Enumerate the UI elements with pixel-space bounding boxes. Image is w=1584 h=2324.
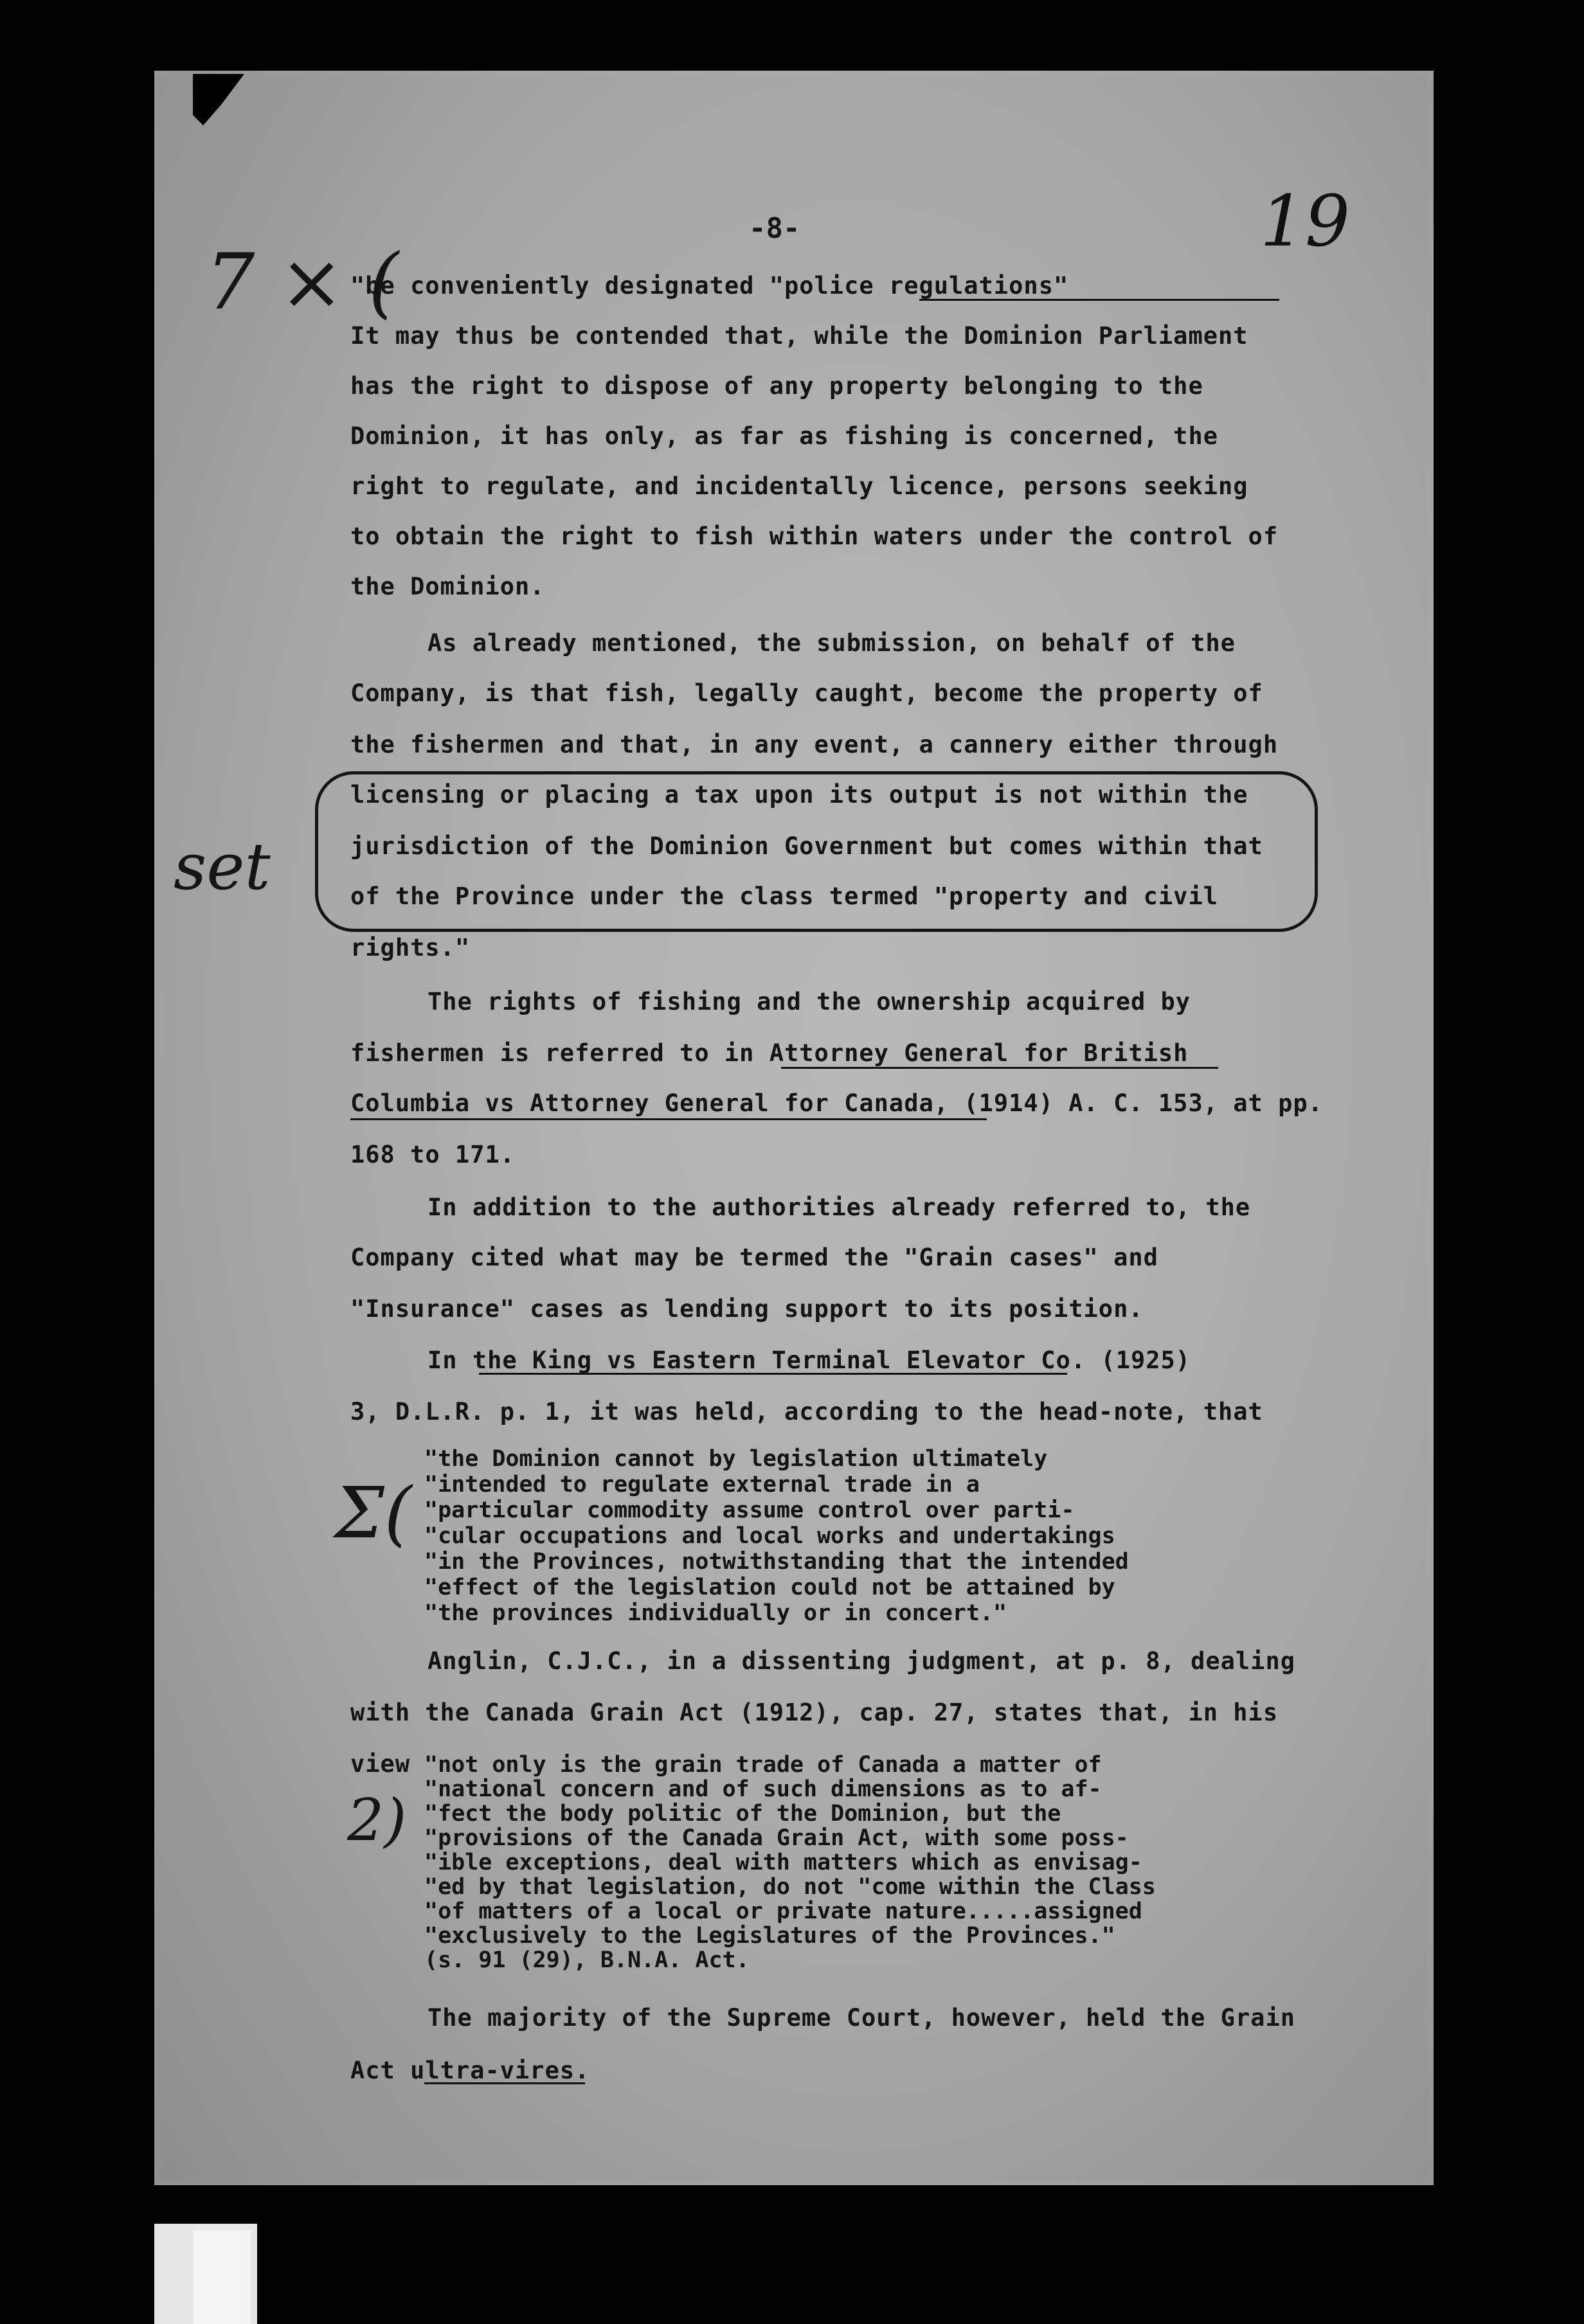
margin-mark-bracket-1: Σ( xyxy=(334,1472,412,1554)
quote-line: "cular occupations and local works and undertakings xyxy=(424,1523,1115,1549)
body-line: licensing or placing a tax upon its output is not within the xyxy=(350,781,1248,809)
body-line: The majority of the Supreme Court, however, held the Grain xyxy=(428,2004,1296,2032)
quote-line: "the provinces individually or in concert." xyxy=(424,1600,1007,1626)
quote-line: "national concern and of such dimensions as to af- xyxy=(424,1776,1102,1802)
body-line: Company cited what may be termed the "Grain cases" and xyxy=(350,1244,1158,1271)
body-line: the fishermen and that, in any event, a cannery either through xyxy=(350,731,1279,758)
quote-line: "particular commodity assume control over parti- xyxy=(424,1497,1075,1523)
body-line: Company, is that fish, legally caught, become the property of xyxy=(350,679,1263,707)
archive-label xyxy=(193,2230,251,2324)
body-line: Anglin, C.J.C., in a dissenting judgment, at p. 8, dealing xyxy=(428,1647,1296,1675)
handwritten-page-number: 19 xyxy=(1260,180,1350,262)
quote-line: "effect of the legislation could not be attained by xyxy=(424,1575,1115,1600)
body-line: The rights of fishing and the ownership acquired by xyxy=(428,988,1191,1015)
quote-line: "provisions of the Canada Grain Act, with some poss- xyxy=(424,1825,1129,1851)
body-line: As already mentioned, the submission, on behalf of the xyxy=(428,629,1236,657)
body-line: Act ultra-vires. xyxy=(350,2057,590,2084)
body-line: fishermen is referred to in Attorney General for British xyxy=(350,1039,1189,1067)
quote-line: "not only is the grain trade of Canada a matter of xyxy=(424,1752,1102,1778)
quote-line: "of matters of a local or private nature.....assigned xyxy=(424,1899,1142,1924)
body-line: the Dominion. xyxy=(350,573,545,600)
quote-line: "ible exceptions, deal with matters which as envisag- xyxy=(424,1850,1142,1875)
quote-line: (s. 91 (29), B.N.A. Act. xyxy=(424,1947,750,1973)
body-line: Columbia vs Attorney General for Canada, (1914) A. C. 153, at pp. xyxy=(350,1089,1323,1117)
body-line: right to regulate, and incidentally licence, persons seeking xyxy=(350,472,1248,500)
margin-mark-top-left: 7 × ( xyxy=(206,238,399,327)
body-line: 3, D.L.R. p. 1, it was held, according to the head-note, that xyxy=(350,1398,1263,1426)
quote-line: "ed by that legislation, do not "come within the Class xyxy=(424,1874,1156,1900)
body-line: view xyxy=(350,1750,411,1778)
body-line: rights." xyxy=(350,934,471,961)
body-line: has the right to dispose of any property belonging to the xyxy=(350,372,1203,400)
quote-line: "exclusively to the Legislatures of the Provinces." xyxy=(424,1923,1115,1949)
body-line: "Insurance" cases as lending support to its position. xyxy=(350,1295,1144,1323)
margin-mark-set: set xyxy=(174,829,271,904)
quote-line: "intended to regulate external trade in a xyxy=(424,1472,980,1497)
body-line: to obtain the right to fish within waters under the control of xyxy=(350,523,1279,550)
quote-line: "the Dominion cannot by legislation ultimately xyxy=(424,1446,1048,1472)
quote-line: "fect the body politic of the Dominion, but the xyxy=(424,1801,1061,1827)
body-line: jurisdiction of the Dominion Government but comes within that xyxy=(350,832,1263,860)
body-line: of the Province under the class termed "property and civil xyxy=(350,882,1219,910)
body-line: Dominion, it has only, as far as fishing is concerned, the xyxy=(350,422,1219,450)
margin-mark-bracket-2: 2) xyxy=(347,1787,407,1854)
body-line: In the King vs Eastern Terminal Elevator Co. (1925) xyxy=(428,1346,1191,1374)
body-line: "be conveniently designated "police regulations" xyxy=(350,272,1069,299)
body-line: It may thus be contended that, while the Dominion Parliament xyxy=(350,322,1248,350)
body-line: with the Canada Grain Act (1912), cap. 27, states that, in his xyxy=(350,1699,1279,1726)
body-line: In addition to the authorities already referred to, the xyxy=(428,1193,1251,1221)
quote-line: "in the Provinces, notwithstanding that the intended xyxy=(424,1549,1129,1575)
page-folio: -8- xyxy=(749,212,800,245)
body-line: 168 to 171. xyxy=(350,1141,516,1168)
